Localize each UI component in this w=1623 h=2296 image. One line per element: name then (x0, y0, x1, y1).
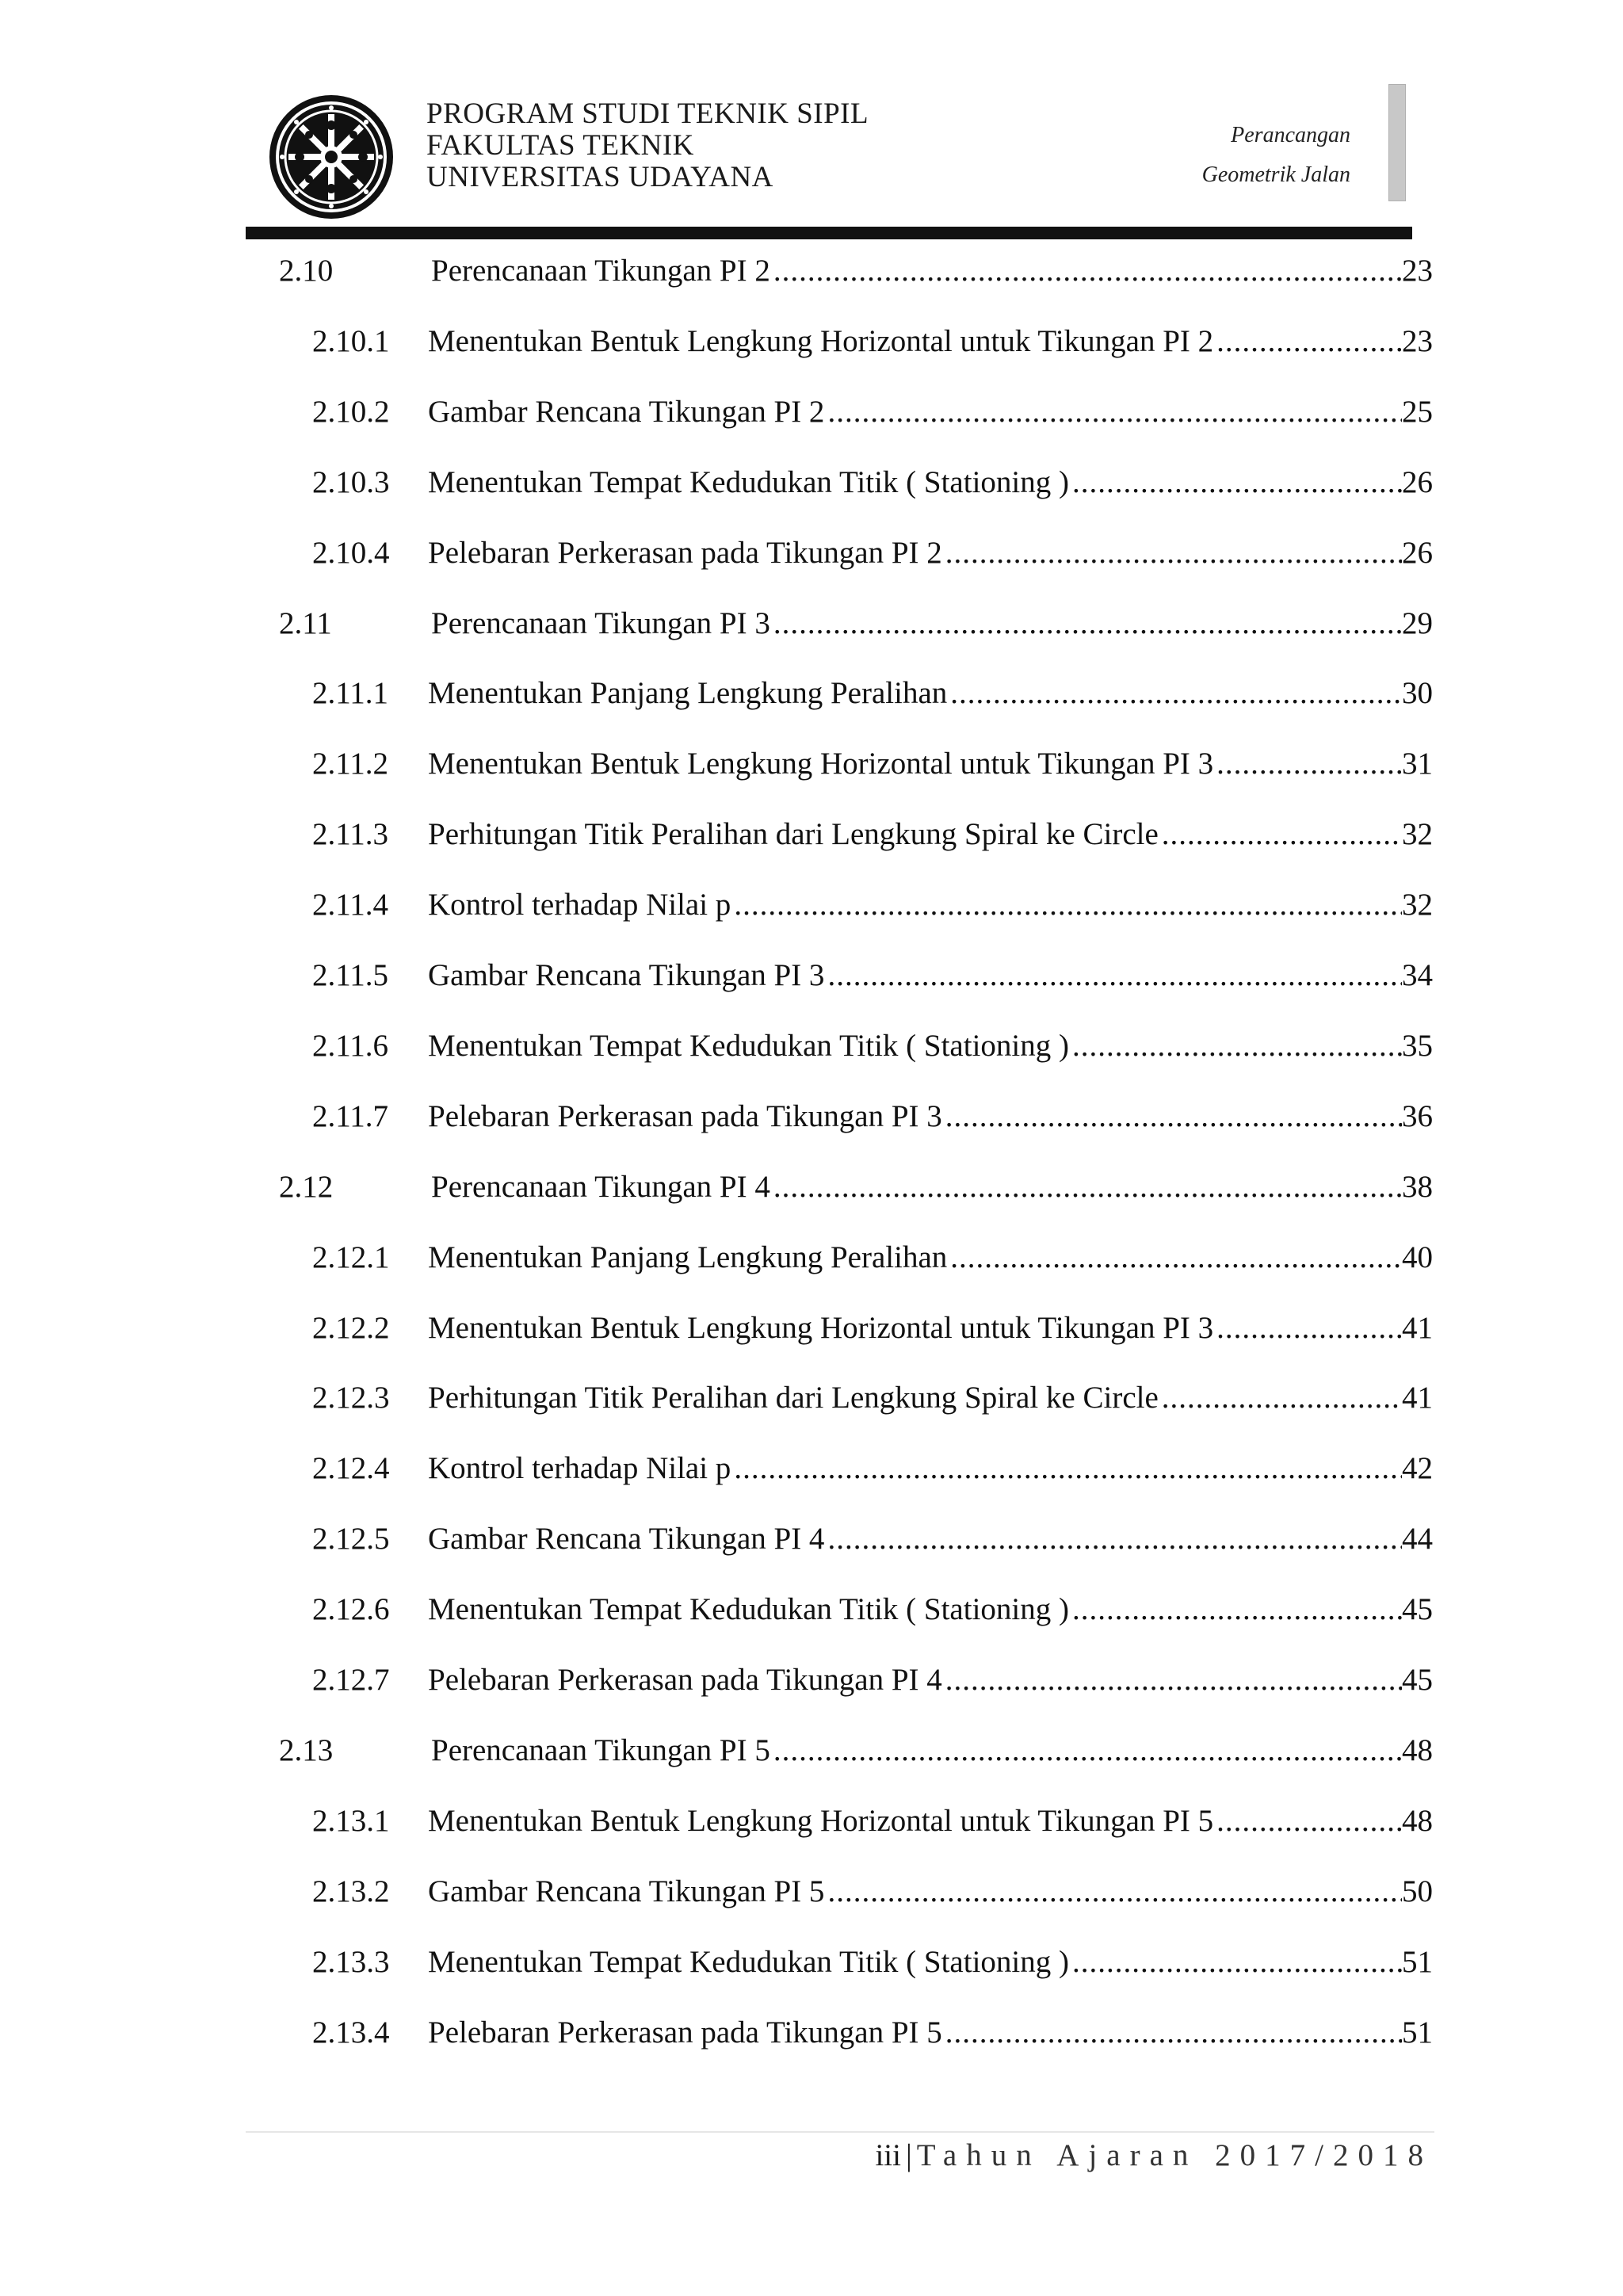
toc-dot-leader (947, 1232, 1402, 1283)
toc-entry[interactable] (312, 387, 1433, 437)
toc-entry-page: 25 (1402, 394, 1433, 429)
toc-dot-leader (1069, 457, 1402, 508)
toc-entry[interactable] (312, 1866, 1433, 1917)
toc-entry[interactable] (279, 1725, 1433, 1776)
header-rule (246, 227, 1412, 239)
toc-entry[interactable] (312, 1655, 1433, 1706)
toc-entry[interactable] (312, 1021, 1433, 1072)
toc-entry-title: Kontrol terhadap Nilai p (428, 888, 731, 923)
toc-entry-title: Gambar Rencana Tikungan PI 5 (428, 1874, 825, 1908)
toc-entry[interactable] (312, 1091, 1433, 1142)
toc-entry-number: 2.13.2 (312, 1874, 390, 1908)
toc-dot-leader (1069, 1584, 1402, 1635)
toc-entry-page: 23 (1402, 323, 1433, 358)
toc-dot-leader (1069, 1021, 1402, 1072)
toc-entry[interactable] (312, 1232, 1433, 1283)
toc-entry-title: Menentukan Tempat Kedudukan Titik ( Stationing ) (428, 1944, 1069, 1979)
toc-dot-leader (824, 387, 1402, 437)
toc-entry-title: Menentukan Panjang Lengkung Peralihan (428, 676, 948, 711)
toc-entry-title: Perencanaan Tikungan PI 3 (431, 606, 770, 640)
toc-entry-page: 48 (1402, 1733, 1433, 1767)
toc-entry[interactable] (312, 457, 1433, 508)
toc-entry-page: 26 (1402, 535, 1433, 570)
toc-entry-number: 2.12 (279, 1169, 334, 1204)
toc-entry-page: 50 (1402, 1874, 1433, 1908)
toc-entry-number: 2.11.6 (312, 1028, 389, 1063)
academic-year: Tahun Ajaran 2017/2018 (916, 2138, 1433, 2172)
toc-entry-number: 2.11.1 (312, 676, 389, 711)
institution-line-faculty: FAKULTAS TEKNIK (426, 129, 694, 162)
toc-entry-page: 32 (1402, 888, 1433, 923)
toc-entry-number: 2.12.2 (312, 1310, 390, 1345)
toc-dot-leader (942, 1091, 1402, 1142)
institution-name (426, 98, 869, 193)
toc-entry-number: 2.10 (279, 254, 334, 288)
toc-entry-page: 26 (1402, 464, 1433, 499)
toc-entry[interactable] (312, 1937, 1433, 1988)
toc-entry-page: 41 (1402, 1381, 1433, 1415)
toc-dot-leader (1159, 809, 1402, 860)
toc-entry[interactable] (312, 1796, 1433, 1847)
toc-dot-leader (770, 1162, 1402, 1213)
toc-entry[interactable] (312, 739, 1433, 789)
toc-entry-number: 2.13.4 (312, 2015, 390, 2050)
toc-entry-page: 45 (1402, 1592, 1433, 1627)
toc-dot-leader (824, 1514, 1402, 1564)
toc-entry-title: Pelebaran Perkerasan pada Tikungan PI 5 (428, 2015, 942, 2050)
toc-entry[interactable] (312, 880, 1433, 930)
toc-entry-title: Menentukan Tempat Kedudukan Titik ( Stationing ) (428, 464, 1069, 499)
toc-dot-leader (770, 246, 1402, 296)
toc-dot-leader (1213, 1796, 1402, 1847)
toc-entry-number: 2.10.1 (312, 323, 390, 358)
toc-entry[interactable] (312, 1584, 1433, 1635)
toc-dot-leader (824, 950, 1402, 1001)
toc-entry-page: 32 (1402, 817, 1433, 852)
toc-dot-leader (942, 528, 1402, 579)
header-side-bar (1388, 84, 1406, 201)
toc-entry-page: 51 (1402, 1944, 1433, 1979)
toc-dot-leader (731, 1443, 1402, 1494)
toc-entry-number: 2.11.7 (312, 1098, 389, 1133)
toc-entry[interactable] (312, 1373, 1433, 1423)
toc-entry[interactable] (279, 1162, 1433, 1213)
toc-entry[interactable] (312, 528, 1433, 579)
toc-entry-title: Gambar Rencana Tikungan PI 4 (428, 1522, 825, 1557)
course-title-line-1: Perancangan (1231, 123, 1350, 147)
toc-entry-title: Gambar Rencana Tikungan PI 2 (428, 394, 825, 429)
toc-entry-number: 2.12.1 (312, 1240, 390, 1274)
toc-entry[interactable] (312, 1514, 1433, 1564)
page-number: iii (875, 2138, 901, 2172)
toc-entry-number: 2.10.4 (312, 535, 390, 570)
toc-dot-leader (942, 2008, 1402, 2058)
toc-entry-page: 31 (1402, 747, 1433, 781)
toc-entry-number: 2.11.2 (312, 747, 389, 781)
toc-entry-page: 36 (1402, 1098, 1433, 1133)
toc-entry-number: 2.12.3 (312, 1381, 390, 1415)
toc-entry-page: 29 (1402, 606, 1433, 640)
toc-entry-title: Menentukan Tempat Kedudukan Titik ( Stationing ) (428, 1592, 1069, 1627)
toc-entry[interactable] (312, 950, 1433, 1001)
institution-line-university: UNIVERSITAS UDAYANA (426, 161, 773, 193)
toc-entry-number: 2.13.3 (312, 1944, 390, 1979)
toc-entry-title: Perencanaan Tikungan PI 5 (431, 1733, 770, 1767)
toc-entry-page: 34 (1402, 958, 1433, 992)
toc-entry[interactable] (279, 246, 1433, 296)
toc-entry-title: Kontrol terhadap Nilai p (428, 1451, 731, 1486)
toc-entry-title: Perhitungan Titik Peralihan dari Lengkung Spiral ke Circle (428, 817, 1159, 852)
footer-separator: | (905, 2138, 912, 2172)
toc-entry-number: 2.12.7 (312, 1663, 390, 1697)
toc-dot-leader (824, 1866, 1402, 1917)
toc-dot-leader (770, 598, 1402, 649)
toc-entry-title: Menentukan Tempat Kedudukan Titik ( Stationing ) (428, 1028, 1069, 1063)
toc-entry-page: 23 (1402, 254, 1433, 288)
toc-entry-number: 2.12.6 (312, 1592, 390, 1627)
toc-entry-page: 48 (1402, 1803, 1433, 1838)
toc-entry-page: 51 (1402, 2015, 1433, 2050)
toc-dot-leader (947, 668, 1402, 719)
toc-entry[interactable] (312, 668, 1433, 719)
toc-dot-leader (1213, 1303, 1402, 1354)
toc-entry-title: Pelebaran Perkerasan pada Tikungan PI 3 (428, 1098, 942, 1133)
toc-entry[interactable] (312, 1443, 1433, 1494)
toc-entry-number: 2.13 (279, 1733, 334, 1767)
toc-entry-title: Perencanaan Tikungan PI 4 (431, 1169, 770, 1204)
toc-dot-leader (1159, 1373, 1402, 1423)
toc-entry-number: 2.12.5 (312, 1522, 390, 1557)
toc-entry-title: Menentukan Bentuk Lengkung Horizontal untuk Tikungan PI 2 (428, 323, 1214, 358)
toc-entry-number: 2.12.4 (312, 1451, 390, 1486)
toc-entry-number: 2.11.3 (312, 817, 389, 852)
toc-entry-number: 2.13.1 (312, 1803, 390, 1838)
toc-entry[interactable] (312, 316, 1433, 367)
toc-entry-title: Menentukan Bentuk Lengkung Horizontal untuk Tikungan PI 3 (428, 1310, 1214, 1345)
toc-entry-title: Pelebaran Perkerasan pada Tikungan PI 4 (428, 1663, 942, 1697)
toc-dot-leader (1213, 739, 1402, 789)
toc-entry-page: 42 (1402, 1451, 1433, 1486)
course-title (1202, 116, 1350, 195)
toc-entry-title: Perhitungan Titik Peralihan dari Lengkung Spiral ke Circle (428, 1381, 1159, 1415)
toc-entry-number: 2.10.2 (312, 394, 390, 429)
toc-entry-number: 2.11.5 (312, 958, 389, 992)
toc-entry-page: 30 (1402, 676, 1433, 711)
toc-entry-title: Menentukan Panjang Lengkung Peralihan (428, 1240, 948, 1274)
toc-entry-number: 2.10.3 (312, 464, 390, 499)
toc-entry-title: Menentukan Bentuk Lengkung Horizontal untuk Tikungan PI 5 (428, 1803, 1214, 1838)
toc-dot-leader (1069, 1937, 1402, 1988)
toc-entry-page: 38 (1402, 1169, 1433, 1204)
toc-dot-leader (731, 880, 1402, 930)
university-seal-icon (268, 94, 395, 220)
toc-entry-number: 2.11.4 (312, 888, 389, 923)
toc-entry-title: Gambar Rencana Tikungan PI 3 (428, 958, 825, 992)
toc-dot-leader (1213, 316, 1402, 367)
page-footer (875, 2132, 1433, 2179)
toc-entry-title: Pelebaran Perkerasan pada Tikungan PI 2 (428, 535, 942, 570)
toc-entry-title: Menentukan Bentuk Lengkung Horizontal untuk Tikungan PI 3 (428, 747, 1214, 781)
toc-entry[interactable] (312, 2008, 1433, 2058)
toc-dot-leader (770, 1725, 1402, 1776)
toc-entry-page: 40 (1402, 1240, 1433, 1274)
toc-entry[interactable] (279, 598, 1433, 649)
toc-entry-page: 45 (1402, 1663, 1433, 1697)
course-title-line-2: Geometrik Jalan (1201, 162, 1350, 187)
toc-entry-page: 41 (1402, 1310, 1433, 1345)
toc-entry-title: Perencanaan Tikungan PI 2 (431, 254, 770, 288)
toc-dot-leader (942, 1655, 1402, 1706)
toc-entry-page: 35 (1402, 1028, 1433, 1063)
toc-entry-number: 2.11 (279, 606, 332, 640)
toc-entry[interactable] (312, 1303, 1433, 1354)
toc-entry-page: 44 (1402, 1522, 1433, 1557)
toc-entry[interactable] (312, 809, 1433, 860)
institution-line-program: PROGRAM STUDI TEKNIK SIPIL (426, 97, 869, 130)
